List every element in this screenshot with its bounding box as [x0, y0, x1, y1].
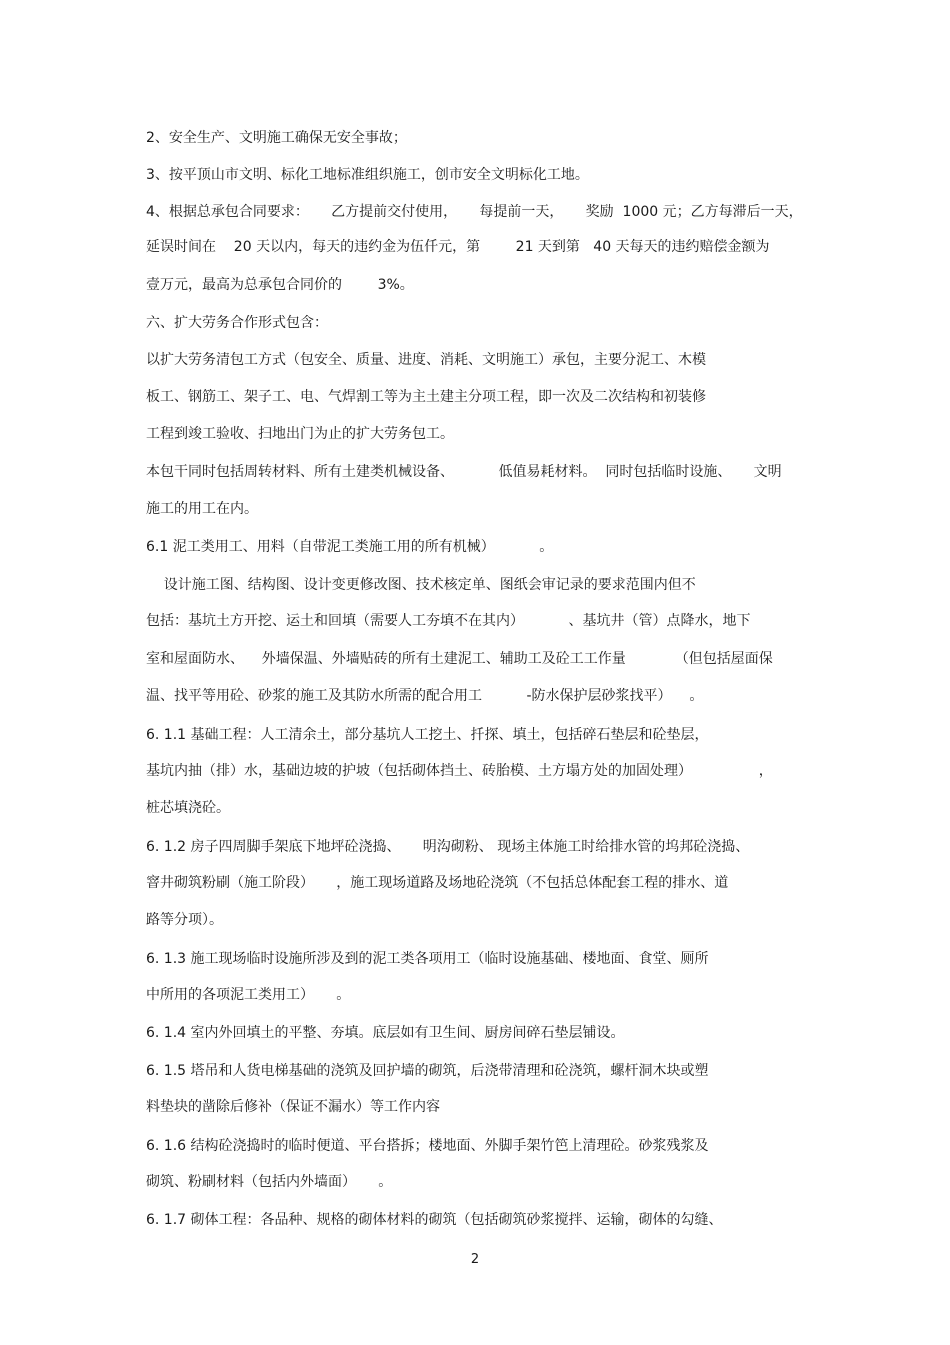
text-line: 延误时间在 20 天以内，每天的违约金为伍仟元，第 21 天到第 40 天每天的违约赔偿金额为: [146, 239, 770, 255]
text-line: 本包干同时包括周转材料、所有土建类机械设备、 低值易耗材料。 同时包括临时设施、 文明: [146, 464, 782, 480]
text-line: 6. 1.1 基础工程：人工清余土，部分基坑人工挖土、扦探、填土，包括碎石垫层和砼垫层，: [146, 727, 709, 743]
text-line: 4、根据总承包合同要求： 乙方提前交付使用， 每提前一天， 奖励 1000 元；乙方每滞后一天，: [146, 204, 803, 220]
section-heading: 六、扩大劳务合作形式包含：: [146, 315, 328, 331]
text-line: 6. 1.3 施工现场临时设施所涉及到的泥工类各项用工（临时设施基础、楼地面、食堂、厕所: [146, 951, 709, 967]
text-line: 桩芯填浇砼。: [146, 800, 230, 816]
text-line: 料垫块的凿除后修补（保证不漏水）等工作内容: [146, 1099, 440, 1115]
text-line: 包括：基坑土方开挖、运土和回填（需要人工夯填不在其内） 、基坑井（管）点降水，地下: [146, 613, 751, 629]
text-line: 6. 1.2 房子四周脚手架底下地坪砼浇捣、 明沟砌粉、 现场主体施工时给排水管的坞邦砼浇捣、: [146, 839, 750, 855]
text-line: 3、按平顶山市文明、标化工地标准组织施工，创市安全文明标化工地。: [146, 167, 589, 183]
text-line: 砌筑、粉刷材料（包括内外墙面） 。: [146, 1174, 393, 1190]
subsection-heading: 6.1 泥工类用工、用料（自带泥工类施工用的所有机械） 。: [146, 539, 554, 555]
text-line: 工程到竣工验收、扫地出门为止的扩大劳务包工。: [146, 426, 454, 442]
text-line: 板工、钢筋工、架子工、电、气焊割工等为主土建主分项工程，即一次及二次结构和初装修: [146, 389, 706, 405]
text-line: 室和屋面防水、 外墙保温、外墙贴砖的所有土建泥工、辅助工及砼工工作量 （但包括屋面保: [146, 651, 773, 667]
text-line: 2、安全生产、文明施工确保无安全事故；: [146, 130, 407, 146]
text-line: 6. 1.4 室内外回填土的平整、夯填。底层如有卫生间、厨房间碎石垫层铺设。: [146, 1025, 625, 1041]
text-line: 施工的用工在内。: [146, 501, 258, 517]
text-line: 壹万元，最高为总承包合同价的 3%。: [146, 277, 414, 293]
text-line: 6. 1.6 结构砼浇捣时的临时便道、平台搭拆；楼地面、外脚手架竹笆上清理砼。砂浆残浆及: [146, 1138, 709, 1154]
text-line: 中所用的各项泥工类用工） 。: [146, 987, 351, 1003]
text-line: 6. 1.5 塔吊和人货电梯基础的浇筑及回护墙的砌筑，后浇带清理和砼浇筑，螺杆洞木块或塑: [146, 1063, 709, 1079]
text-line: 窨井砌筑粉刷（施工阶段） ，施工现场道路及场地砼浇筑（不包括总体配套工程的排水、道: [146, 875, 729, 891]
page-number: 2: [470, 1252, 480, 1267]
text-line: 路等分项）。: [146, 912, 223, 928]
text-line: 基坑内抽（排）水，基础边坡的护坡（包括砌体挡土、砖胎模、土方塌方处的加固处理） ，: [146, 763, 773, 779]
text-line: 6. 1.7 砌体工程：各品种、规格的砌体材料的砌筑（包括砌筑砂浆搅拌、运输，砌体的勾缝、: [146, 1212, 723, 1228]
text-line: 以扩大劳务清包工方式（包安全、质量、进度、消耗、文明施工）承包，主要分泥工、木模: [146, 352, 706, 368]
text-line: 设计施工图、结构图、设计变更修改图、技术核定单、图纸会审记录的要求范围内但不: [146, 577, 696, 593]
text-line: 温、找平等用砼、砂浆的施工及其防水所需的配合用工 -防水保护层砂浆找平） 。: [146, 688, 704, 704]
